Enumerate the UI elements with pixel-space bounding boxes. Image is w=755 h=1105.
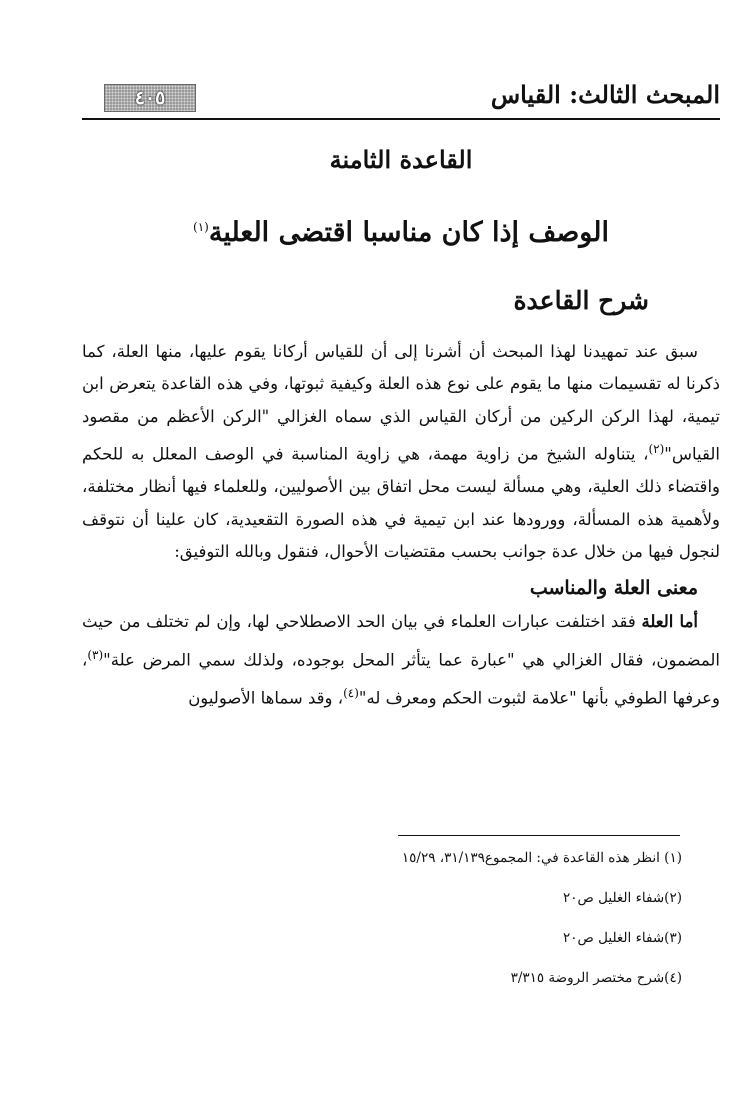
footnotes — [82, 848, 682, 1008]
page-number: ٤٠٥ — [134, 87, 166, 109]
paragraph-2-term: أما العلة — [641, 612, 699, 632]
paragraph-2-part-c: ، وقد سماها الأصوليون — [188, 688, 344, 708]
page-number-box — [104, 84, 196, 112]
rule-title: القاعدة الثامنة — [329, 145, 473, 174]
paragraph-2-part-b: ، وعرفها الطوفي بأنها "علامة لثبوت الحكم ومعرف له" — [82, 650, 720, 708]
footnote-ref-1: (١) — [193, 220, 209, 234]
footnote-3: (٣)شفاء الغليل ص٢٠ — [563, 930, 682, 946]
footnote-ref-4: (٤) — [343, 685, 359, 700]
paragraph-1-part-b: ، يتناوله الشيخ من زاوية مهمة، هي زاوية المناسبة في الوصف المعلل به للحكم واقتضاء ذلك العلية، وهي مسألة ليست محل اتفاق بين الأصوليين، وللعلماء فيها أنظار مختلفة، ولأهمية هذه المسألة، وورودها عند ابن تيمية في هذه الصورة التقعيدية، كان علينا أن نتوقف لنجول فيها من خلال عدة جوانب بحسب مقتضيات الأحوال، فنقول وبالله التوفيق: — [82, 444, 720, 561]
footnote-ref-2: (٢) — [648, 442, 665, 457]
footnote-ref-3: (٣) — [87, 647, 104, 662]
footnote-4: (٤)شرح مختصر الروضة ٣/٣١٥ — [510, 970, 682, 986]
section-heading: شرح القاعدة — [513, 286, 649, 315]
rule-subtitle — [82, 202, 720, 258]
paragraph-2-part-a: فقد اختلفت عبارات العلماء في بيان الحد الاصطلاحي لها، وإن لم تختلف من حيث المضمون، فقال الغزالي هي "عبارة عما يتأثر المحل بوجوده، ولذلك سمي المرض علة" — [82, 612, 720, 670]
rule-subtitle-text: الوصف إذا كان مناسبا اقتضى العلية — [208, 217, 609, 248]
footnote-1: (١) انظر هذه القاعدة في: المجموع٣١/١٣٩، ١٥/٢٩ — [401, 850, 682, 866]
rule-title-block — [82, 140, 720, 258]
footnote-rule — [398, 835, 680, 836]
body-text — [82, 336, 720, 715]
page-header — [82, 76, 720, 120]
paragraph-1-part-a: سبق عند تمهيدنا لهذا المبحث أن أشرنا إلى أن للقياس أركانا يقوم عليها، منها العلة، كما ذكرنا له تقسيمات منها ما يقوم على نوع هذه العلة وكيفية ثبوتها، وفي هذه القاعدة يتعرض ابن تيمية، لهذا الركن الركين من أركان القياس الذي سماه الغزالي "الركن الأعظم من مقصود القياس" — [82, 342, 720, 464]
footnote-2: (٢)شفاء الغليل ص٢٠ — [563, 890, 682, 906]
running-head: المبحث الثالث: القياس — [490, 80, 720, 109]
paragraph-1 — [82, 336, 720, 568]
paragraph-2 — [82, 606, 720, 714]
header-rule — [82, 118, 720, 120]
sub-heading: معنى العلة والمناسب — [529, 577, 698, 600]
